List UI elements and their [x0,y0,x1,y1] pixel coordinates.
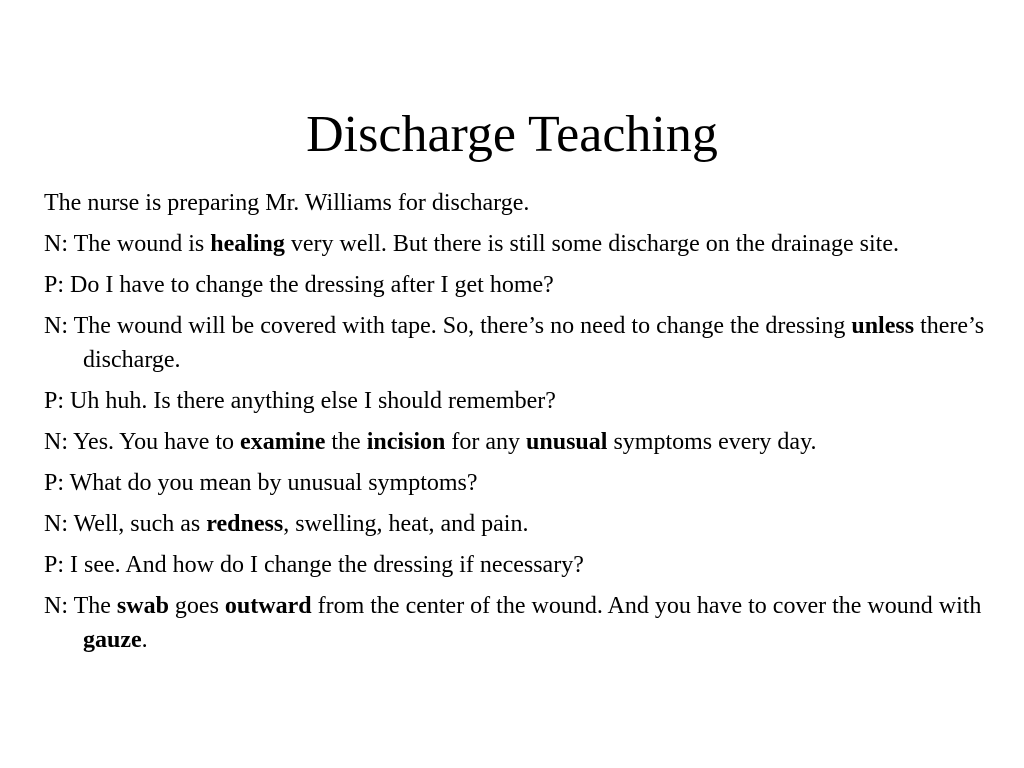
text-run: , swelling, heat, and pain. [283,511,529,537]
dialogue-line [44,425,994,459]
slide-title: Discharge Teaching [306,106,718,163]
intro-line [44,186,994,220]
text-run: goes [168,593,225,619]
dialogue-line [44,466,994,500]
text-run: N: The wound is [44,231,211,257]
text-run: the [325,429,367,455]
text-run: . [141,627,148,653]
vocabulary-term: examine [240,429,326,455]
text-run: N: The [44,593,117,619]
text-run: The nurse is preparing Mr. Williams for discharge. [44,190,530,216]
text-run: P: I see. And how do I change the dressing if necessary? [44,552,584,578]
text-run: N: Well, such as [44,511,207,537]
text-run: very well. But there is still some discharge on the drainage site. [284,231,899,257]
vocabulary-term: unusual [526,429,608,455]
vocabulary-term: redness [206,511,284,537]
vocabulary-term: swab [116,593,169,619]
text-run: N: Yes. You have to [44,429,241,455]
dialogue-line [44,507,994,541]
dialogue-line [44,309,994,377]
text-run: from the center of the wound. And you have to cover the wound with [311,593,982,619]
vocabulary-term: healing [210,231,285,257]
text-run: symptoms every day. [607,429,817,455]
dialogue-line [44,268,994,302]
dialogue-line [44,589,994,657]
text-run: P: What do you mean by unusual symptoms? [44,470,478,496]
dialogue-line [44,548,994,582]
text-run: for any [445,429,527,455]
text-run: P: Uh huh. Is there anything else I should remember? [44,388,556,414]
vocabulary-term: incision [366,429,446,455]
dialogue-body [44,186,994,664]
text-run: there’s discharge. [83,313,985,373]
dialogue-line [44,227,994,261]
vocabulary-term: unless [851,313,915,339]
text-run: N: The wound will be covered with tape. So, there’s no need to change the dressing [44,313,852,339]
vocabulary-term: gauze [83,627,142,653]
vocabulary-term: outward [224,593,312,619]
text-run: P: Do I have to change the dressing after I get home? [44,272,554,298]
dialogue-line [44,384,994,418]
